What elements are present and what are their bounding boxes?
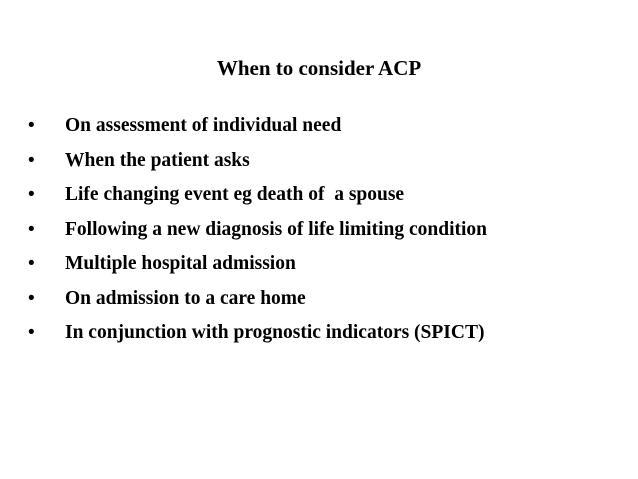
bullet-icon: • <box>28 322 35 343</box>
bullet-text: On admission to a care home <box>65 287 306 309</box>
slide-title: When to consider ACP <box>216 56 422 80</box>
bullet-icon: • <box>28 115 35 136</box>
list-item <box>28 150 487 185</box>
bullet-text: When the patient asks <box>65 149 250 171</box>
bullet-text: Life changing event eg death of a spouse <box>65 184 405 205</box>
bullet-icon: • <box>28 253 35 274</box>
bullet-icon: • <box>28 149 35 171</box>
list-item <box>28 322 487 357</box>
bullet-text: Following a new diagnosis of life limiting condition <box>65 218 488 240</box>
list-item <box>28 253 487 288</box>
bullet-icon: • <box>28 218 35 240</box>
list-item <box>28 115 487 150</box>
bullet-text: On assessment of individual need <box>65 115 342 136</box>
bullet-icon: • <box>28 184 35 205</box>
bullet-text: In conjunction with prognostic indicators (SPICT) <box>65 322 485 343</box>
bullet-icon: • <box>28 287 35 309</box>
list-item <box>28 184 487 219</box>
list-item <box>28 219 487 254</box>
list-item <box>28 288 487 323</box>
bullet-text: Multiple hospital admission <box>65 253 296 274</box>
bullet-list <box>28 115 487 357</box>
